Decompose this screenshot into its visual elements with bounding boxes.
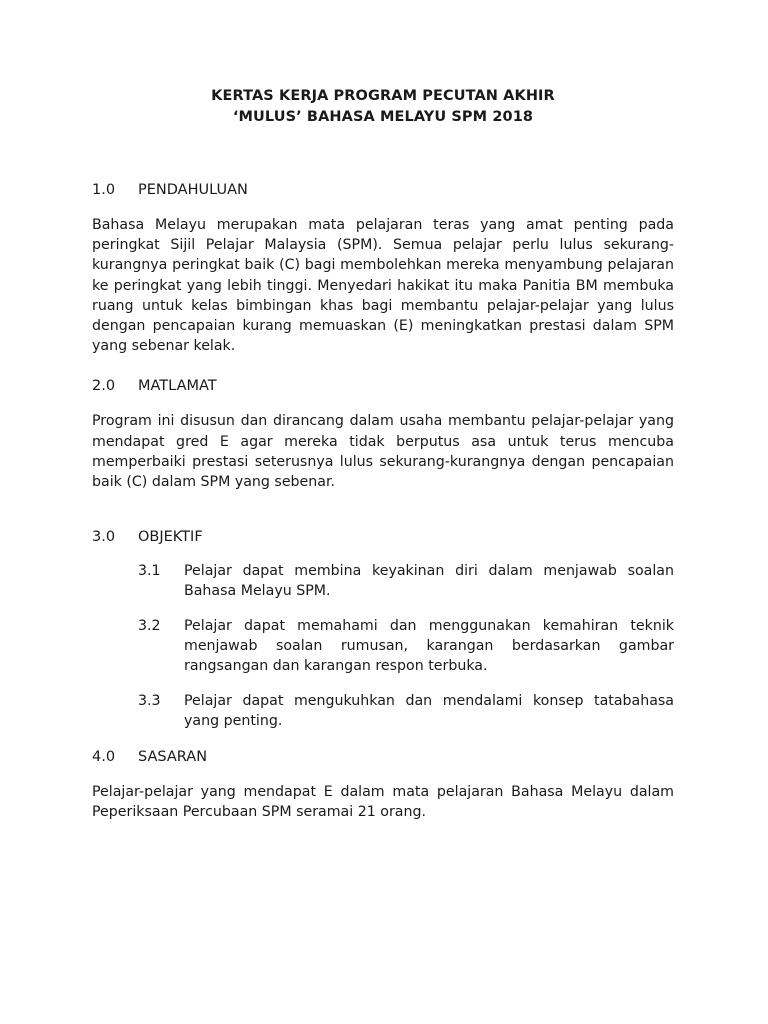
section-heading-sasaran	[92, 747, 674, 767]
title-line-2: ‘MULUS’ BAHASA MELAYU SPM 2018	[232, 109, 534, 125]
section-title: SASARAN	[138, 749, 208, 766]
section-heading-objektif	[92, 527, 674, 547]
section-title: MATLAMAT	[138, 378, 217, 395]
section-number: 4.0	[92, 749, 116, 766]
objective-item	[92, 691, 674, 731]
objective-list	[92, 561, 674, 731]
section-title: OBJEKTIF	[138, 529, 203, 546]
section-title: PENDAHULUAN	[138, 182, 248, 198]
objective-text: Pelajar dapat memahami dan menggunakan kemahiran teknik menjawab soalan rumusan, karangan berdasarkan gambar rangsangan dan karangan respon terbuka.	[184, 618, 674, 675]
section-heading-pendahuluan	[92, 180, 674, 200]
section-number: 1.0	[92, 182, 116, 198]
section-paragraph-pendahuluan: Bahasa Melayu merupakan mata pelajaran teras yang amat penting pada peringkat Sijil Pelajar Malaysia (SPM). Semua pelajar perlu lulus sekurang-kurangnya peringkat baik (C) bagi membolehkan mereka menyambung pelajaran ke peringkat yang lebih tinggi. Menyedari hakikat itu maka Panitia BM membuka ruang untuk kelas bimbingan khas bagi membantu pelajar-pelajar yang lulus dengan pencapaian kurang memuaskan (E) meningkatkan prestasi dalam SPM yang sebenar kelak.	[92, 217, 674, 355]
objective-number: 3.2	[138, 618, 161, 635]
document-title	[92, 86, 674, 128]
objective-number: 3.3	[138, 693, 161, 710]
title-line-1: KERTAS KERJA PROGRAM PECUTAN AKHIR	[211, 88, 555, 104]
section-heading-matlamat	[92, 376, 674, 396]
objective-text: Pelajar dapat membina keyakinan diri dalam menjawab soalan Bahasa Melayu SPM.	[184, 563, 674, 600]
objective-item	[92, 561, 674, 601]
section-number: 3.0	[92, 529, 116, 546]
section-paragraph-sasaran: Pelajar-pelajar yang mendapat E dalam mata pelajaran Bahasa Melayu dalam Peperiksaan Percubaan SPM seramai 21 orang.	[92, 784, 674, 821]
section-paragraph-matlamat: Program ini disusun dan dirancang dalam usaha membantu pelajar-pelajar yang mendapat gred E agar mereka tidak berputus asa untuk terus mencuba memperbaiki prestasi seterusnya lulus sekurang-kurangnya dengan pencapaian baik (C) dalam SPM yang sebenar.	[92, 413, 674, 491]
objective-item	[92, 616, 674, 676]
objective-number: 3.1	[138, 563, 161, 580]
document-page	[92, 86, 674, 823]
objective-text: Pelajar dapat mengukuhkan dan mendalami konsep tatabahasa yang penting.	[184, 693, 674, 730]
section-number: 2.0	[92, 378, 116, 395]
